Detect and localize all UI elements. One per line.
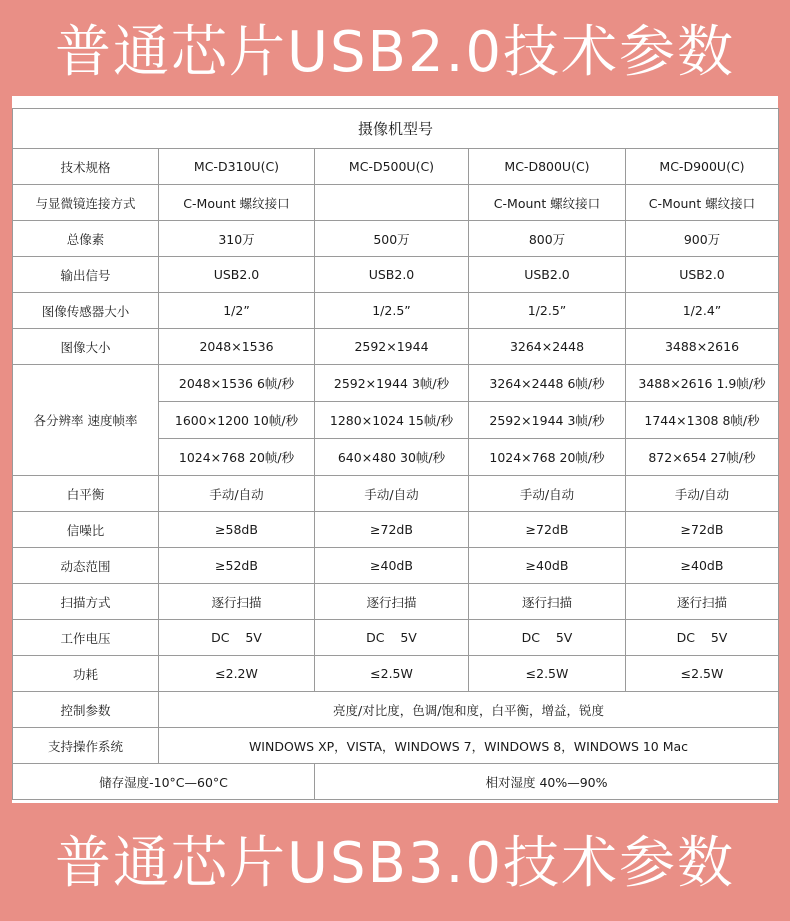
table-cell: 手动/自动 <box>159 476 315 512</box>
table-cell: ≤2.2W <box>159 656 315 692</box>
table-cell: 逐行扫描 <box>469 584 626 620</box>
table-cell: 1/2.5” <box>315 293 469 329</box>
table-cell: 逐行扫描 <box>315 584 469 620</box>
table-cell: 3264×2448 <box>469 329 626 365</box>
table-cell: DC 5V <box>315 620 469 656</box>
table-cell: 2048×1536 6帧/秒 <box>159 365 315 402</box>
table-cell: ≤2.5W <box>626 656 779 692</box>
row-label: 功耗 <box>13 656 159 692</box>
row-label: 技术规格 <box>13 149 159 185</box>
table-cell: 1024×768 20帧/秒 <box>159 439 315 476</box>
row-label: 白平衡 <box>13 476 159 512</box>
table-cell: 310万 <box>159 221 315 257</box>
table-cell: 手动/自动 <box>315 476 469 512</box>
table-cell <box>315 185 469 221</box>
row-label: 动态范围 <box>13 548 159 584</box>
table-cell: USB2.0 <box>159 257 315 293</box>
table-cell: 872×654 27帧/秒 <box>626 439 779 476</box>
right-border-band <box>778 96 790 803</box>
table-cell: ≥52dB <box>159 548 315 584</box>
table-cell: DC 5V <box>159 620 315 656</box>
row-label: 与显微镜连接方式 <box>13 185 159 221</box>
row-label: 总像素 <box>13 221 159 257</box>
table-cell: 2592×1944 3帧/秒 <box>315 365 469 402</box>
table-header-row <box>13 109 779 149</box>
row-label: 扫描方式 <box>13 584 159 620</box>
relative-humidity-cell: 相对湿度 40%—90% <box>315 764 779 800</box>
table-cell: DC 5V <box>469 620 626 656</box>
table-row <box>13 656 779 692</box>
table-cell: C-Mount 螺纹接口 <box>159 185 315 221</box>
table-cell: 2592×1944 <box>315 329 469 365</box>
table-row <box>13 329 779 365</box>
table-cell: 1280×1024 15帧/秒 <box>315 402 469 439</box>
table-row <box>13 365 779 402</box>
table-cell: 手动/自动 <box>626 476 779 512</box>
table-row <box>13 293 779 329</box>
table-cell: ≤2.5W <box>315 656 469 692</box>
table-cell: 1/2.4” <box>626 293 779 329</box>
table-cell: 1744×1308 8帧/秒 <box>626 402 779 439</box>
table-cell: C-Mount 螺纹接口 <box>626 185 779 221</box>
table-cell: ≥72dB <box>469 512 626 548</box>
table-cell: USB2.0 <box>626 257 779 293</box>
table-cell: 1/2” <box>159 293 315 329</box>
table-cell: DC 5V <box>626 620 779 656</box>
table-row <box>13 149 779 185</box>
table-cell: 3264×2448 6帧/秒 <box>469 365 626 402</box>
table-cell: ≥40dB <box>315 548 469 584</box>
table-cell: 2048×1536 <box>159 329 315 365</box>
row-label: 图像传感器大小 <box>13 293 159 329</box>
row-label: 控制参数 <box>13 692 159 728</box>
table-cell: ≥58dB <box>159 512 315 548</box>
table-cell: WINDOWS XP，VISTA，WINDOWS 7，WINDOWS 8，WINDOWS 10 Mac <box>159 728 779 764</box>
title-banner-usb3 <box>0 803 790 921</box>
table-cell: ≥40dB <box>626 548 779 584</box>
table-row <box>13 221 779 257</box>
table-row <box>13 764 779 800</box>
row-label: 图像大小 <box>13 329 159 365</box>
storage-humidity-cell: 储存湿度-10°C—60°C <box>13 764 315 800</box>
table-row <box>13 728 779 764</box>
table-cell: USB2.0 <box>469 257 626 293</box>
table-cell: 1600×1200 10帧/秒 <box>159 402 315 439</box>
table-header: 摄像机型号 <box>13 109 779 149</box>
row-label: 支持操作系统 <box>13 728 159 764</box>
table-cell: 2592×1944 3帧/秒 <box>469 402 626 439</box>
banner-title: 普通芯片USB3.0技术参数 <box>54 831 735 896</box>
table-cell: 手动/自动 <box>469 476 626 512</box>
table-cell: MC-D900U(C) <box>626 149 779 185</box>
table-cell: 逐行扫描 <box>626 584 779 620</box>
table-cell: MC-D500U(C) <box>315 149 469 185</box>
table-cell: ≤2.5W <box>469 656 626 692</box>
table-row <box>13 584 779 620</box>
table-cell: 亮度/对比度，色调/饱和度，白平衡，增益，锐度 <box>159 692 779 728</box>
table-row <box>13 257 779 293</box>
table-cell: ≥40dB <box>469 548 626 584</box>
table-row <box>13 548 779 584</box>
table-row <box>13 512 779 548</box>
table-cell: 1/2.5” <box>469 293 626 329</box>
table-cell: ≥72dB <box>626 512 779 548</box>
table-row <box>13 185 779 221</box>
table-cell: 500万 <box>315 221 469 257</box>
table-cell: ≥72dB <box>315 512 469 548</box>
row-label: 输出信号 <box>13 257 159 293</box>
table-cell: 800万 <box>469 221 626 257</box>
table-cell: USB2.0 <box>315 257 469 293</box>
row-label: 各分辨率 速度帧率 <box>13 365 159 476</box>
table-cell: 900万 <box>626 221 779 257</box>
table-cell: C-Mount 螺纹接口 <box>469 185 626 221</box>
table-cell: 3488×2616 <box>626 329 779 365</box>
camera-spec-table <box>12 108 779 800</box>
table-cell: 3488×2616 1.9帧/秒 <box>626 365 779 402</box>
table-row <box>13 476 779 512</box>
table-row <box>13 692 779 728</box>
table-cell: 640×480 30帧/秒 <box>315 439 469 476</box>
table-cell: MC-D800U(C) <box>469 149 626 185</box>
table-cell: MC-D310U(C) <box>159 149 315 185</box>
title-banner-usb2 <box>0 0 790 96</box>
table-cell: 1024×768 20帧/秒 <box>469 439 626 476</box>
table-cell: 逐行扫描 <box>159 584 315 620</box>
row-label: 工作电压 <box>13 620 159 656</box>
banner-title: 普通芯片USB2.0技术参数 <box>54 20 735 85</box>
left-border-band <box>0 96 12 803</box>
row-label: 信噪比 <box>13 512 159 548</box>
table-row <box>13 620 779 656</box>
